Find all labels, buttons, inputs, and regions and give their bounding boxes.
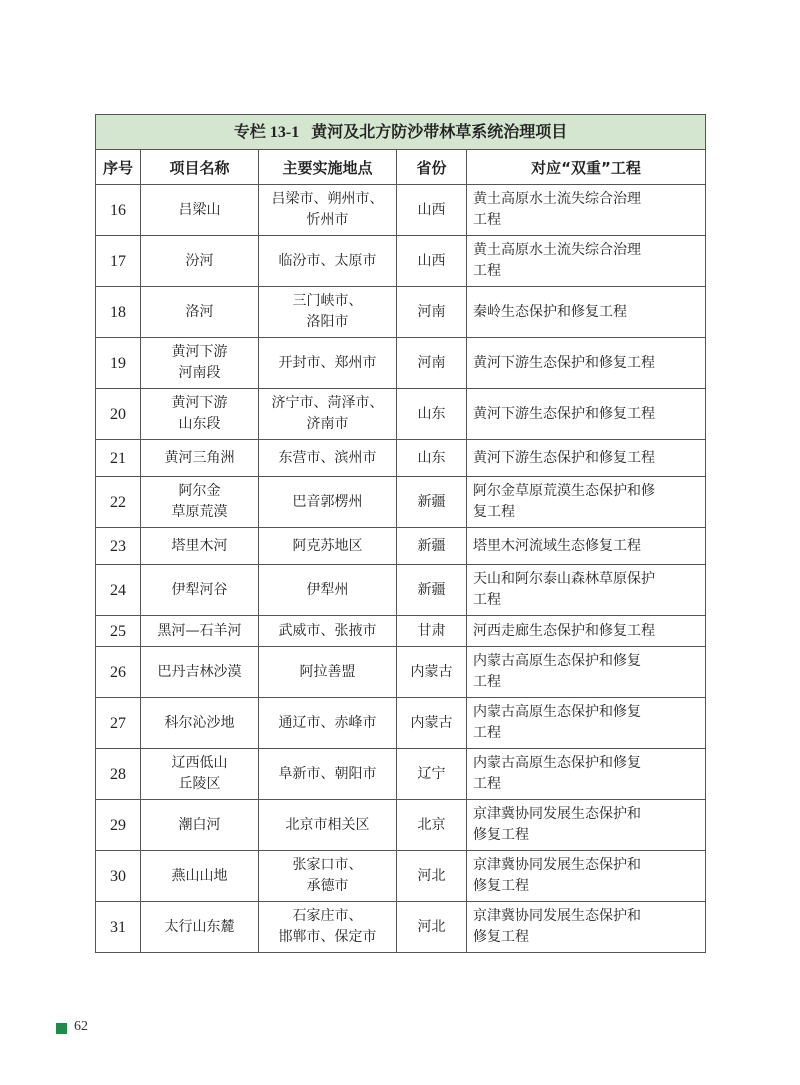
table-row xyxy=(96,749,706,800)
table-row xyxy=(96,902,706,953)
location-line: 石家庄市、 xyxy=(292,908,363,924)
location-line: 开封市、郑州市 xyxy=(278,354,377,371)
location-line: 阜新市、朝阳市 xyxy=(278,765,377,782)
location-line: 伊犁州 xyxy=(306,581,349,598)
cell-project xyxy=(467,565,706,616)
location-line: 忻州市 xyxy=(306,212,349,228)
name-line: 黄河下游 xyxy=(171,395,228,411)
name-line: 阿尔金 xyxy=(178,483,221,499)
cell-province: 新疆 xyxy=(397,477,467,528)
cell-location xyxy=(259,389,397,440)
cell-project xyxy=(467,647,706,698)
cell-no: 17 xyxy=(96,236,141,287)
project-line: 黄河下游生态保护和修复工程 xyxy=(473,405,655,422)
table-row xyxy=(96,647,706,698)
cell-location xyxy=(259,477,397,528)
cell-province: 山东 xyxy=(397,389,467,440)
cell-no: 26 xyxy=(96,647,141,698)
cell-name xyxy=(141,698,259,749)
cell-location xyxy=(259,528,397,565)
project-table-container xyxy=(95,114,705,953)
cell-name xyxy=(141,749,259,800)
cell-no: 21 xyxy=(96,440,141,477)
header-project: 对应“双重”工程 xyxy=(467,150,706,185)
cell-location xyxy=(259,338,397,389)
location-line: 东营市、滨州市 xyxy=(278,449,377,466)
project-line: 阿尔金草原荒漠生态保护和修 xyxy=(473,483,655,499)
name-line: 黄河下游 xyxy=(171,344,228,360)
project-line: 塔里木河流域生态修复工程 xyxy=(473,537,641,554)
name-line: 燕山山地 xyxy=(171,867,228,884)
cell-province: 山西 xyxy=(397,236,467,287)
project-line: 内蒙古高原生态保护和修复 xyxy=(473,755,641,771)
project-line: 工程 xyxy=(473,725,501,741)
cell-name xyxy=(141,236,259,287)
table-row xyxy=(96,185,706,236)
project-line: 工程 xyxy=(473,212,501,228)
name-line: 塔里木河 xyxy=(171,537,228,554)
cell-province: 北京 xyxy=(397,800,467,851)
cell-name xyxy=(141,440,259,477)
cell-no: 22 xyxy=(96,477,141,528)
cell-no: 16 xyxy=(96,185,141,236)
project-line: 京津冀协同发展生态保护和 xyxy=(473,857,641,873)
location-line: 北京市相关区 xyxy=(285,816,370,833)
name-line: 巴丹吉林沙漠 xyxy=(157,663,242,680)
table-row xyxy=(96,389,706,440)
location-line: 邯郸市、保定市 xyxy=(278,929,377,945)
name-line: 丘陵区 xyxy=(178,776,221,792)
cell-location xyxy=(259,616,397,647)
project-line: 内蒙古高原生态保护和修复 xyxy=(473,653,641,669)
name-line: 河南段 xyxy=(178,365,221,381)
name-line: 科尔沁沙地 xyxy=(164,714,235,731)
project-line: 河西走廊生态保护和修复工程 xyxy=(473,622,655,639)
project-line: 黄土高原水土流失综合治理 xyxy=(473,191,641,207)
header-no: 序号 xyxy=(96,150,141,185)
location-line: 承德市 xyxy=(306,878,349,894)
cell-province: 河北 xyxy=(397,851,467,902)
cell-project xyxy=(467,749,706,800)
name-line: 草原荒漠 xyxy=(171,504,228,520)
cell-name xyxy=(141,647,259,698)
project-line: 天山和阿尔泰山森林草原保护 xyxy=(473,571,655,587)
cell-location xyxy=(259,851,397,902)
cell-province: 辽宁 xyxy=(397,749,467,800)
cell-location xyxy=(259,647,397,698)
cell-no: 24 xyxy=(96,565,141,616)
cell-province: 内蒙古 xyxy=(397,647,467,698)
caption-title: 黄河及北方防沙带林草系统治理项目 xyxy=(311,122,568,141)
cell-project xyxy=(467,477,706,528)
location-line: 吕梁市、朔州市、 xyxy=(271,191,384,207)
cell-project xyxy=(467,616,706,647)
name-line: 伊犁河谷 xyxy=(171,581,228,598)
name-line: 辽西低山 xyxy=(171,755,228,771)
table-row xyxy=(96,698,706,749)
cell-project xyxy=(467,851,706,902)
name-line: 吕梁山 xyxy=(178,201,221,218)
cell-location xyxy=(259,440,397,477)
header-row xyxy=(96,150,706,185)
name-line: 洛河 xyxy=(185,303,214,320)
table-row xyxy=(96,477,706,528)
project-line: 工程 xyxy=(473,674,501,690)
page-number: 62 xyxy=(74,1019,88,1034)
cell-province: 甘肃 xyxy=(397,616,467,647)
project-line: 工程 xyxy=(473,592,501,608)
location-line: 济南市 xyxy=(306,416,349,432)
table-row xyxy=(96,338,706,389)
cell-location xyxy=(259,698,397,749)
name-line: 潮白河 xyxy=(178,816,221,833)
cell-no: 30 xyxy=(96,851,141,902)
table-row xyxy=(96,528,706,565)
cell-project xyxy=(467,287,706,338)
cell-no: 19 xyxy=(96,338,141,389)
cell-province: 新疆 xyxy=(397,565,467,616)
location-line: 张家口市、 xyxy=(292,857,363,873)
location-line: 巴音郭楞州 xyxy=(292,493,363,510)
table-row xyxy=(96,236,706,287)
cell-project xyxy=(467,528,706,565)
name-line: 黑河—石羊河 xyxy=(157,622,242,639)
cell-no: 18 xyxy=(96,287,141,338)
cell-no: 31 xyxy=(96,902,141,953)
location-line: 阿拉善盟 xyxy=(299,663,356,680)
cell-province: 山西 xyxy=(397,185,467,236)
cell-name xyxy=(141,902,259,953)
cell-no: 29 xyxy=(96,800,141,851)
cell-no: 28 xyxy=(96,749,141,800)
cell-project xyxy=(467,800,706,851)
cell-name xyxy=(141,851,259,902)
cell-project xyxy=(467,389,706,440)
name-line: 山东段 xyxy=(178,416,221,432)
table-row xyxy=(96,565,706,616)
cell-name xyxy=(141,528,259,565)
cell-name xyxy=(141,389,259,440)
location-line: 通辽市、赤峰市 xyxy=(278,714,377,731)
header-province: 省份 xyxy=(397,150,467,185)
project-line: 京津冀协同发展生态保护和 xyxy=(473,806,641,822)
cell-province: 山东 xyxy=(397,440,467,477)
project-table xyxy=(95,114,706,953)
cell-name xyxy=(141,616,259,647)
project-line: 工程 xyxy=(473,263,501,279)
cell-location xyxy=(259,749,397,800)
cell-province: 新疆 xyxy=(397,528,467,565)
location-line: 阿克苏地区 xyxy=(292,537,363,554)
project-line: 复工程 xyxy=(473,504,515,520)
table-caption xyxy=(96,115,706,150)
project-line: 内蒙古高原生态保护和修复 xyxy=(473,704,641,720)
location-line: 洛阳市 xyxy=(306,314,349,330)
table-row xyxy=(96,287,706,338)
cell-project xyxy=(467,698,706,749)
cell-province: 河南 xyxy=(397,287,467,338)
project-line: 修复工程 xyxy=(473,827,529,843)
table-row xyxy=(96,800,706,851)
location-line: 临汾市、太原市 xyxy=(278,252,377,269)
cell-name xyxy=(141,338,259,389)
cell-no: 20 xyxy=(96,389,141,440)
name-line: 太行山东麓 xyxy=(164,918,235,935)
cell-no: 27 xyxy=(96,698,141,749)
project-line: 黄土高原水土流失综合治理 xyxy=(473,242,641,258)
cell-name xyxy=(141,477,259,528)
cell-project xyxy=(467,236,706,287)
cell-project xyxy=(467,338,706,389)
caption-label: 专栏 xyxy=(233,122,266,141)
cell-name xyxy=(141,185,259,236)
cell-location xyxy=(259,236,397,287)
header-name: 项目名称 xyxy=(141,150,259,185)
cell-project xyxy=(467,902,706,953)
cell-location xyxy=(259,800,397,851)
footer-green-square xyxy=(56,1023,67,1034)
header-location: 主要实施地点 xyxy=(259,150,397,185)
cell-location xyxy=(259,902,397,953)
project-line: 修复工程 xyxy=(473,929,529,945)
name-line: 汾河 xyxy=(185,252,214,269)
project-line: 京津冀协同发展生态保护和 xyxy=(473,908,641,924)
cell-location xyxy=(259,287,397,338)
location-line: 三门峡市、 xyxy=(292,293,363,309)
caption-number: 13-1 xyxy=(269,124,300,141)
cell-no: 25 xyxy=(96,616,141,647)
cell-project xyxy=(467,185,706,236)
table-row xyxy=(96,616,706,647)
cell-province: 河南 xyxy=(397,338,467,389)
table-row xyxy=(96,851,706,902)
cell-name xyxy=(141,800,259,851)
cell-location xyxy=(259,565,397,616)
name-line: 黄河三角洲 xyxy=(164,449,235,466)
cell-name xyxy=(141,287,259,338)
project-line: 黄河下游生态保护和修复工程 xyxy=(473,449,655,466)
project-line: 工程 xyxy=(473,776,501,792)
cell-province: 河北 xyxy=(397,902,467,953)
location-line: 济宁市、菏泽市、 xyxy=(271,395,384,411)
project-line: 黄河下游生态保护和修复工程 xyxy=(473,354,655,371)
cell-project xyxy=(467,440,706,477)
cell-location xyxy=(259,185,397,236)
table-row xyxy=(96,440,706,477)
project-line: 修复工程 xyxy=(473,878,529,894)
location-line: 武威市、张掖市 xyxy=(278,622,377,639)
cell-name xyxy=(141,565,259,616)
project-line: 秦岭生态保护和修复工程 xyxy=(473,303,627,320)
cell-province: 内蒙古 xyxy=(397,698,467,749)
cell-no: 23 xyxy=(96,528,141,565)
